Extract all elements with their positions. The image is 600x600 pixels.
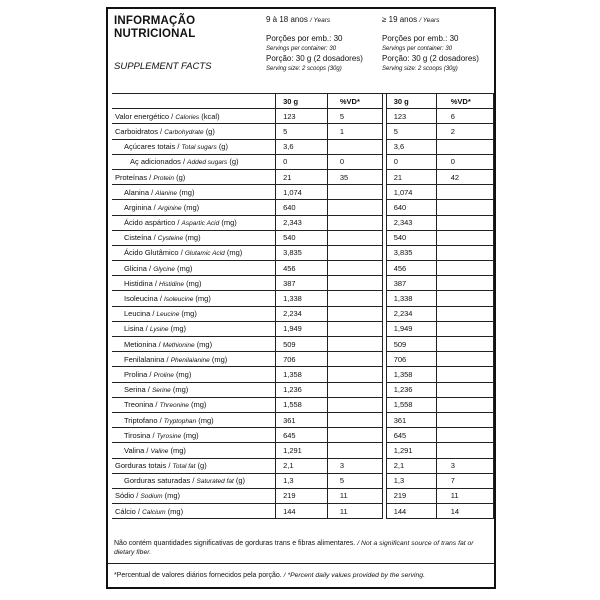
nutrient-name-en: Serine (151, 387, 171, 395)
table-row (112, 367, 494, 382)
nutrient-name-pt: Histidina / (124, 278, 157, 288)
table-row (112, 245, 494, 260)
nutrient-label (112, 291, 276, 306)
nutrient-name-pt: Prolina / (124, 369, 152, 379)
col-b-amount: 2,343 (386, 215, 436, 230)
nutrient-label (112, 169, 276, 184)
nutrient-name-pt: Tirosina / (124, 430, 155, 440)
col-b-amount: 123 (386, 109, 436, 124)
col-b-vd (436, 276, 493, 291)
col-b-vd: 11 (436, 488, 493, 503)
nutrient-unit: (kcal) (201, 111, 220, 121)
nutrient-unit: (g) (235, 476, 246, 486)
nutrient-label (112, 428, 276, 443)
table-row (112, 291, 494, 306)
title-line-1: INFORMAÇÃO (114, 15, 196, 27)
col-b-vd-header: %VD* (436, 94, 493, 109)
nutrient-label (112, 109, 276, 124)
panel-title (114, 15, 195, 41)
footnote-trans-fat (114, 539, 494, 557)
column-a-header (266, 15, 376, 74)
col-a-amount: 456 (276, 261, 328, 276)
nutrient-name-pt: Sódio / (115, 491, 139, 501)
col-a-serving-en: Serving size: 2 scoops (30g) (266, 66, 342, 72)
nutrient-unit: (mg) (172, 385, 189, 395)
col-a-vd (327, 397, 382, 412)
col-a-amount: 1,949 (276, 321, 328, 336)
col-b-vd (436, 261, 493, 276)
nutrient-label (112, 321, 276, 336)
nutrient-name-pt: Ácido Glutâmico / (124, 248, 183, 258)
col-b-amount: 361 (386, 412, 436, 427)
col-b-amount: 21 (386, 169, 436, 184)
nutrient-name-en: Glycine (153, 265, 175, 273)
col-a-age-en: / Years (310, 17, 331, 24)
col-b-vd (436, 367, 493, 382)
col-a-amount: 3,835 (276, 245, 328, 260)
nutrient-unit: (mg) (185, 233, 201, 243)
nutrient-label (112, 261, 276, 276)
nutrient-name-pt: Ácido aspártico / (124, 218, 180, 228)
nutrient-name-pt: Açúcares totais / (124, 142, 180, 152)
nutrition-facts-panel (106, 7, 496, 589)
col-a-serving: Porção: 30 g (2 dosadores) (266, 54, 363, 63)
col-b-vd (436, 139, 493, 154)
nutrient-name-pt: Glicina / (124, 263, 152, 273)
nutrient-label (112, 443, 276, 458)
col-b-vd (436, 443, 493, 458)
nutrient-name-en: Leucine (156, 311, 180, 319)
col-a-amount: 640 (276, 200, 328, 215)
nutrient-label (112, 352, 276, 367)
col-b-amount: 1,291 (386, 443, 436, 458)
col-a-amount: 2,1 (276, 458, 328, 473)
col-a-amount: 5 (276, 124, 328, 139)
col-a-vd (327, 443, 382, 458)
nutrient-name-pt: Carboidratos / (115, 126, 163, 136)
table-row (112, 215, 494, 230)
col-b-grams-header: 30 g (386, 94, 436, 109)
nutrient-label (112, 458, 276, 473)
col-a-vd (327, 200, 382, 215)
nutrient-unit: (mg) (211, 354, 228, 364)
nutrient-unit: (mg) (183, 202, 200, 212)
col-b-amount: 1,3 (386, 473, 436, 488)
col-a-amount: 706 (276, 352, 328, 367)
table-row (112, 504, 494, 519)
nutrient-unit: (g) (205, 126, 215, 136)
col-b-amount: 1,949 (386, 321, 436, 336)
col-b-amount: 1,236 (386, 382, 436, 397)
nutrient-label (112, 200, 276, 215)
col-b-vd: 7 (436, 473, 493, 488)
col-b-vd (436, 352, 493, 367)
title-line-2: NUTRICIONAL (114, 28, 196, 40)
col-a-amount: 361 (276, 412, 328, 427)
nutrient-label (112, 139, 276, 154)
col-b-amount: 387 (386, 276, 436, 291)
col-b-vd (436, 382, 493, 397)
col-a-amount: 3,6 (276, 139, 328, 154)
nutrient-name-en: Cysteine (157, 235, 184, 243)
nutrient-name-en: Carbohydrate (164, 128, 204, 136)
nutrient-name-pt: Valor energético / (115, 111, 174, 121)
table-row (112, 488, 494, 503)
col-a-vd (327, 428, 382, 443)
nutrient-name-pt: Treonina / (124, 400, 158, 410)
nutrient-name-pt: Arginina / (124, 202, 156, 212)
nutrient-name-pt: Cálcio / (115, 506, 141, 516)
col-a-vd (327, 261, 382, 276)
col-b-amount: 706 (386, 352, 436, 367)
col-b-amount: 3,835 (386, 245, 436, 260)
nutrient-name-en: Proline (153, 371, 174, 379)
nutrient-name-en: Alanine (155, 189, 177, 197)
col-a-amount: 1,074 (276, 185, 328, 200)
nutrient-label (112, 397, 276, 412)
nutrient-name-pt: Leucina / (124, 309, 155, 319)
nutrient-name-pt: Cisteína / (124, 233, 156, 243)
col-a-amount: 1,3 (276, 473, 328, 488)
col-a-amount: 1,358 (276, 367, 328, 382)
nutrient-unit: (mg) (195, 294, 211, 304)
col-a-vd: 3 (327, 458, 382, 473)
nutrient-unit: (mg) (176, 263, 193, 273)
nutrient-label (112, 473, 276, 488)
col-b-amount: 1,358 (386, 367, 436, 382)
nutrient-name-en: Methionine (162, 341, 195, 349)
table-row (112, 109, 494, 124)
col-a-vd (327, 291, 382, 306)
nutrient-name-pt: Alanina / (124, 187, 154, 197)
nutrient-unit: (g) (229, 157, 239, 167)
col-b-amount: 5 (386, 124, 436, 139)
col-b-vd (436, 337, 493, 352)
table-row (112, 154, 494, 169)
col-a-vd (327, 382, 382, 397)
panel-subtitle: SUPPLEMENT FACTS (114, 61, 212, 72)
table-row (112, 412, 494, 427)
nutrient-label (112, 185, 276, 200)
nutrient-name-pt: Aç adicionados / (130, 157, 186, 167)
col-b-amount: 1,074 (386, 185, 436, 200)
table-row (112, 337, 494, 352)
nutrient-name-en: Calcium (142, 508, 166, 516)
table-row (112, 185, 494, 200)
nutrient-unit: (mg) (164, 491, 181, 501)
col-a-vd (327, 139, 382, 154)
nutrient-label (112, 215, 276, 230)
nutrient-name-pt: Metionina / (124, 339, 161, 349)
col-a-amount: 1,291 (276, 443, 328, 458)
col-b-age-en: / Years (419, 17, 440, 24)
col-a-portions-en: Servings per container: 30 (266, 46, 337, 52)
col-b-amount: 219 (386, 488, 436, 503)
column-b-header (382, 15, 492, 74)
nutrient-unit: (g) (197, 461, 207, 471)
col-a-grams-header: 30 g (276, 94, 328, 109)
nutrient-name-en: Lysine (149, 326, 169, 334)
col-b-vd (436, 306, 493, 321)
col-b-vd (436, 230, 493, 245)
table-row (112, 458, 494, 473)
table-row (112, 382, 494, 397)
col-a-amount: 1,338 (276, 291, 328, 306)
col-a-vd (327, 276, 382, 291)
nutrient-unit: (mg) (198, 415, 214, 425)
nutrient-label (112, 124, 276, 139)
col-b-vd: 14 (436, 504, 493, 519)
nutrient-unit: (mg) (167, 506, 184, 516)
col-a-vd (327, 321, 382, 336)
col-a-amount: 0 (276, 154, 328, 169)
col-b-vd: 2 (436, 124, 493, 139)
col-a-vd (327, 367, 382, 382)
nutrient-name-en: Tyrosine (156, 432, 182, 440)
col-a-amount: 387 (276, 276, 328, 291)
nutrient-name-en: Total sugars (181, 144, 217, 152)
nutrient-name-en: Tryptophan (163, 417, 197, 425)
col-a-vd (327, 352, 382, 367)
col-a-vd (327, 245, 382, 260)
col-b-serving: Porção: 30 g (2 dosadores) (382, 54, 479, 63)
col-b-vd (436, 321, 493, 336)
table-row (112, 169, 494, 184)
nutrient-unit: (mg) (175, 369, 192, 379)
nutrient-name-pt: Triptofano / (124, 415, 162, 425)
nutrient-name-en: Isoleucine (164, 296, 194, 304)
footnote-daily-values (114, 571, 494, 580)
col-b-vd (436, 397, 493, 412)
table-row (112, 397, 494, 412)
nutrient-name-pt: Lisina / (124, 324, 148, 334)
col-b-amount: 0 (386, 154, 436, 169)
nutrient-unit: (mg) (170, 445, 186, 455)
nutrient-name-en: Protein (153, 174, 174, 182)
nutrient-name-en: Saturated fat (196, 478, 234, 486)
nutrient-label (112, 488, 276, 503)
col-b-vd: 6 (436, 109, 493, 124)
nutrient-label (112, 276, 276, 291)
nutrient-name-en: Histidine (159, 280, 184, 288)
col-b-amount: 640 (386, 200, 436, 215)
nutrient-name-pt: Proteínas / (115, 172, 152, 182)
nutrient-label (112, 230, 276, 245)
col-b-vd: 42 (436, 169, 493, 184)
col-b-serving-en: Serving size: 2 scoops (30g) (382, 66, 458, 72)
col-b-amount: 509 (386, 337, 436, 352)
col-a-vd (327, 306, 382, 321)
col-a-vd: 1 (327, 124, 382, 139)
nutrient-name-en: Threonine (159, 402, 189, 410)
col-b-vd (436, 412, 493, 427)
nutrient-name-pt: Gorduras totais / (115, 461, 171, 471)
table-row (112, 473, 494, 488)
col-b-vd (436, 245, 493, 260)
col-b-portions: Porções por emb.: 30 (382, 34, 459, 43)
col-a-vd (327, 230, 382, 245)
table-row (112, 261, 494, 276)
col-b-vd: 3 (436, 458, 493, 473)
nutrient-name-pt: Gorduras saturadas / (124, 476, 195, 486)
table-row (112, 321, 494, 336)
table-row (112, 200, 494, 215)
nutrient-unit: (mg) (181, 309, 197, 319)
col-a-amount: 144 (276, 504, 328, 519)
col-b-amount: 2,1 (386, 458, 436, 473)
col-b-amount: 456 (386, 261, 436, 276)
nutrient-unit: (mg) (190, 400, 207, 410)
col-a-age: 9 à 18 anos (266, 15, 308, 24)
nutrient-name-pt: Valina / (124, 445, 149, 455)
nutrient-label (112, 367, 276, 382)
col-a-vd: 5 (327, 473, 382, 488)
nutrient-unit: (mg) (196, 339, 213, 349)
col-a-vd: 35 (327, 169, 382, 184)
col-a-vd: 11 (327, 488, 382, 503)
col-a-vd (327, 337, 382, 352)
col-a-vd: 11 (327, 504, 382, 519)
table-row (112, 230, 494, 245)
col-b-vd: 0 (436, 154, 493, 169)
col-a-amount: 1,236 (276, 382, 328, 397)
col-a-vd: 5 (327, 109, 382, 124)
footnote1-pt: Não contém quantidades significativas de gorduras trans e fibras alimentares. (114, 540, 356, 547)
nutrient-unit: (mg) (170, 324, 187, 334)
nutrient-name-en: Total fat (172, 463, 196, 471)
col-b-amount: 1,338 (386, 291, 436, 306)
footnote1-en: / Not a significant source of trans fat or dietary fiber. (114, 540, 474, 556)
nutrient-unit: (mg) (179, 187, 195, 197)
nutrient-name-en: Added sugars (187, 159, 228, 167)
col-a-vd (327, 185, 382, 200)
nutrient-name-pt: Serina / (124, 385, 150, 395)
table-row (112, 139, 494, 154)
col-a-vd (327, 412, 382, 427)
col-a-amount: 2,343 (276, 215, 328, 230)
col-b-vd (436, 215, 493, 230)
col-b-amount: 540 (386, 230, 436, 245)
col-b-vd (436, 200, 493, 215)
footnote-divider (108, 563, 494, 564)
footnote2-pt: *Percentual de valores diários fornecidos pela porção. (114, 572, 282, 579)
nutrient-name-en: Phenilalanine (170, 356, 210, 364)
table-row (112, 352, 494, 367)
col-a-amount: 21 (276, 169, 328, 184)
col-b-amount: 2,234 (386, 306, 436, 321)
col-b-amount: 144 (386, 504, 436, 519)
nutrient-name-en: Arginine (157, 204, 182, 212)
col-b-vd (436, 291, 493, 306)
nutrient-name-en: Sodium (140, 493, 163, 501)
col-b-vd (436, 428, 493, 443)
col-a-vd-header: %VD* (327, 94, 382, 109)
nutrient-label (112, 337, 276, 352)
col-a-amount: 509 (276, 337, 328, 352)
nutrient-name-en: Valine (150, 447, 169, 455)
nutrient-label (112, 382, 276, 397)
nutrient-unit: (mg) (226, 248, 243, 258)
col-b-age: ≥ 19 anos (382, 15, 418, 24)
col-b-amount: 645 (386, 428, 436, 443)
footnote2-en: / *Percent daily values provided by the serving. (283, 572, 425, 579)
col-a-vd: 0 (327, 154, 382, 169)
col-a-portions: Porções por emb.: 30 (266, 34, 343, 43)
col-a-amount: 2,234 (276, 306, 328, 321)
col-b-portions-en: Servings per container: 30 (382, 46, 453, 52)
table-row (112, 306, 494, 321)
nutrient-name-en: Glutamic Acid (184, 250, 225, 258)
col-b-amount: 3,6 (386, 139, 436, 154)
nutrient-name-pt: Isoleucina / (124, 294, 162, 304)
nutrient-name-pt: Fenilalanina / (124, 354, 169, 364)
nutrient-unit: (g) (176, 172, 186, 182)
col-b-amount: 1,558 (386, 397, 436, 412)
nutrition-table (112, 93, 494, 519)
col-a-amount: 219 (276, 488, 328, 503)
col-a-vd (327, 215, 382, 230)
col-a-amount: 1,558 (276, 397, 328, 412)
nutrient-unit: (g) (218, 142, 228, 152)
nutrient-label (112, 504, 276, 519)
col-b-vd (436, 185, 493, 200)
col-a-amount: 123 (276, 109, 328, 124)
col-a-amount: 645 (276, 428, 328, 443)
table-row (112, 443, 494, 458)
nutrient-label (112, 245, 276, 260)
table-row (112, 276, 494, 291)
table-row (112, 124, 494, 139)
nutrient-unit: (mg) (186, 278, 202, 288)
table-header-row (112, 94, 494, 109)
nutrient-label (112, 154, 276, 169)
table-row (112, 428, 494, 443)
nutrient-label (112, 306, 276, 321)
nutrient-name-en: Calories (175, 113, 200, 121)
nutrient-label (112, 412, 276, 427)
nutrient-unit: (mg) (183, 430, 199, 440)
nutrient-name-en: Aspartic Acid (181, 220, 220, 228)
col-a-amount: 540 (276, 230, 328, 245)
nutrient-unit: (mg) (221, 218, 237, 228)
